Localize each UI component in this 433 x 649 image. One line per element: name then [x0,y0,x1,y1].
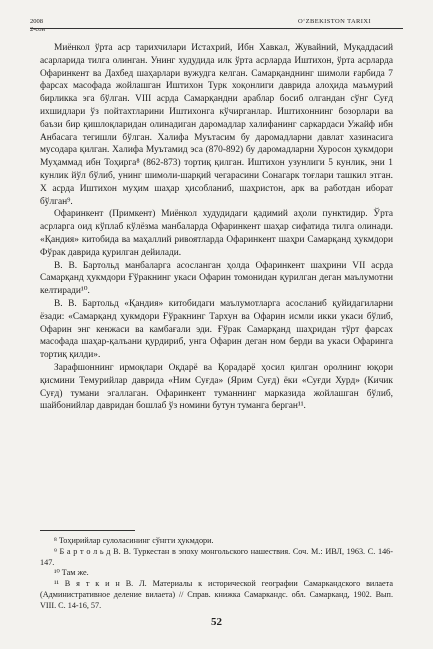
paragraph: В. В. Бартольд «Қандия» китобидаги маълумотларга асосланиб қуйидагиларни ёзади: «Самарқанд ҳукмдори Ғўракнинг Тархун ва Офарин исмли икки укаси бўлиб, Офарин энг кенжаси ва камбағали эди. Ғўрак Самарқанд шаҳридан тўрт фарсах масофада шаҳар-қалъани қурдириб, унга Офарин деган ном берди ва укаси Офаринга тортиқ қилди». [40,298,393,361]
footnote: ⁹ Б а р т о л ь д В. В. Туркестан в эпоху монгольского нашествия. Соч. М.: ИВЛ, 1963. С. 146-147. [40,546,393,567]
header-issue: 2-сон [30,26,46,33]
header-journal-title: O‘ZBEKISTON TARIXI [297,18,371,25]
running-header-left [30,18,45,34]
body-text [40,42,393,413]
paragraph: Офаринкент (Примкент) Миёнкол худудидаги қадимий аҳоли пунктидир. Ўрта асрларга оид кўплаб кўлёзма манбаларда Офаринкент шаҳар сифатида тилга олинади. «Қандия» китобида ва маҳаллий ривоятларда Офаринкент шаҳри Самарқанд ҳукмдори Фўрак даврида қурилган дейилади. [40,209,393,258]
header-year: 2008 [30,18,43,25]
paragraph: Миёнкол ўрта аср тарихчилари Истахрий, Ибн Хавкал, Жувайний, Муқаддасий асарларида тилга олинган. Унинг худудида илк ўрта асрларда Иштихон, ўрта асрларда Офаринкент ва Дахбед шаҳарлари вужудга келган. Самарқанднинг шимоли ғарбида 7 фарсах масофада жойлашган Иштихон Турк хоқонлиги даврида алоҳида маъмурий бирликка эга бўлган. VIII асрда Самарқандни араблар босиб олгандан сўнг Суғд ихшидлари ўз пойтахтларини Иштихонга кўчирганлар. Иштихоннинг бозорлари ва баъзи бир қишлоқларидан олинадиган даромадлар халифанинг саркардаси Ужайф ибн Анбасага тегишли бўлган. Халифа Муътасим бу даромадларни давлат хазинасига мусодара қилган. Халифа Муътамид эса (870-892) бу даромадларни Хуросон ҳукмдори Муҳаммад ибн Тоҳирга⁸ (862-873) тортиқ қилган. Иштихон узунлиги 5 кунлик, эни 1 кунлик йўл бўлиб, унинг шимоли-шарқий чегарасини Сонагарк тоғлари ташкил этган. X асрда Иштихон муҳим шаҳар ҳисобланиб, шаҳристон, арк ва работдан иборат бўлган⁹. [40,43,393,207]
paragraph: Зарафшоннинг ирмоқлари Оқдарё ва Қорадарё ҳосил қилган оролнинг юқори қисмини Темурийлар даврида «Ним Суғда» (Ярим Суғд) ёки «Суғди Хурд» (Кичик Суғд) тумани эгаллаган. Офаринкент туманнинг марказида жойлашган бўлиб, шайбонийлар давридан бошлаб ўз номини бутун туманга берган¹¹. [40,362,393,412]
footnote-rule [40,530,135,531]
footnote: ⁸ Тоҳирийлар сулоласининг сўнгги ҳукмдори. [54,536,214,545]
footnote: ¹⁰ Там же. [54,568,89,578]
page-number: 52 [211,616,222,628]
footnotes [40,536,393,612]
header-rule [30,28,403,29]
paragraph: В. В. Бартольд манбаларга асосланган ҳолда Офаринкент шаҳрини VII асрда Самарқанд ҳукмдори Ғўракнинг укаси Офарин томонидан қурилган деган маълумотни келтиради¹⁰. [40,260,393,297]
footnote: ¹¹ В я т к и н В. Л. Материалы к исторической географии Самаркандского вилаета (Административное деление вилаета) // Справ. книжка Самаркандс. обл. Самарканд, 1902. Вып. VIII. С. 14-16, 57. [40,579,393,610]
